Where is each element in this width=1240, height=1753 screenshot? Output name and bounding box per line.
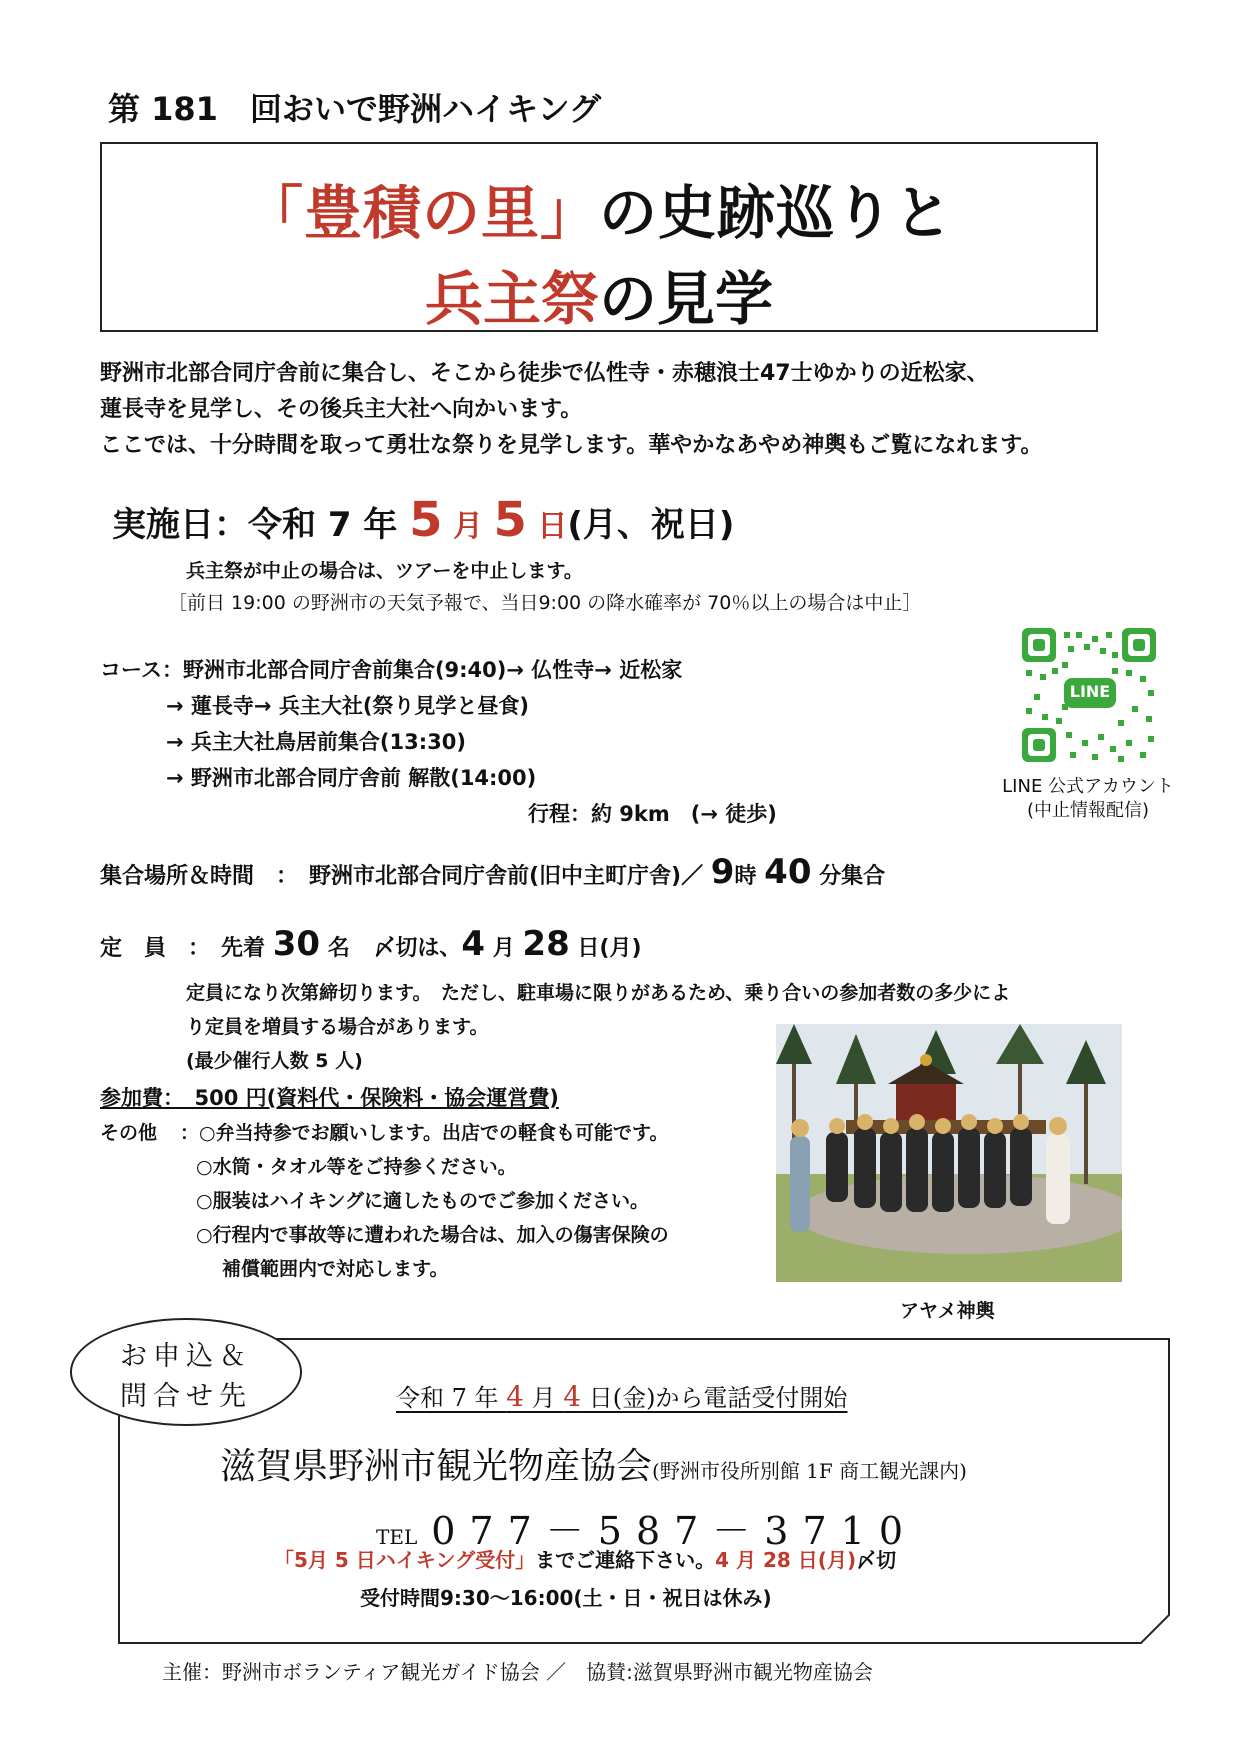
course-distance: 行程：約 9km (→ 徒歩) xyxy=(528,802,777,826)
deadline-date: 4 月 28 日(月) xyxy=(715,1548,857,1572)
open-prefix: 令和 7 年 xyxy=(396,1384,507,1412)
line-qr-code[interactable] xyxy=(1022,628,1156,762)
main-title-line2 xyxy=(102,252,1096,336)
meeting-label: 集合場所＆時間 ： 野洲市北部合同庁舎前(旧中主町庁舎)／ xyxy=(100,864,704,889)
capacity-day-unit: 日(月) xyxy=(577,936,642,961)
event-date xyxy=(112,492,734,548)
badge-line-2: 問合せ先 xyxy=(120,1381,252,1412)
capacity-note-1: 定員になり次第締切ります。 ただし、駐車場に限りがあるため、乗り合いの参加者数の多少によ xyxy=(186,982,1011,1004)
capacity-month-unit: 月 xyxy=(492,936,515,961)
deadline-text: までご連絡下さい。 xyxy=(535,1548,716,1572)
capacity-note-2: り定員を増員する場合があります。 xyxy=(186,1016,489,1038)
date-month: 5 xyxy=(409,492,443,548)
ayame-mikoshi-photo xyxy=(776,1024,1122,1282)
intro-line-3: ここでは、十分時間を取って勇壮な祭りを見学します。華やかなあやめ神輿もご覧になれます。 xyxy=(100,433,1043,458)
title-highlight-2: 兵主祭 xyxy=(424,265,599,333)
application-badge xyxy=(70,1318,302,1426)
open-month: 4 xyxy=(506,1380,524,1413)
page-curl-icon xyxy=(1140,1614,1170,1644)
tel-label: TEL xyxy=(376,1525,418,1549)
main-title-line1 xyxy=(102,166,1096,250)
qr-caption-line1: LINE 公式アカウント xyxy=(1002,776,1174,797)
intro-line-2: 蓮長寺を見学し、その後兵主大社へ向かいます。 xyxy=(100,397,583,422)
deadline-suffix: 〆切 xyxy=(856,1548,897,1572)
other-item-5: 補償範囲内で対応します。 xyxy=(222,1258,449,1280)
date-prefix: 実施日：令和 7 年 xyxy=(112,505,410,545)
capacity-count-unit: 名 xyxy=(327,936,350,961)
title-box xyxy=(100,142,1098,332)
org-location: (野洲市役所別館 1F 商工観光課内) xyxy=(652,1459,967,1483)
qr-caption-line2: (中止情報配信) xyxy=(1026,800,1150,821)
capacity-note-3: (最少催行人数 5 人) xyxy=(186,1050,363,1072)
series-title: 第 181 回おいで野洲ハイキング xyxy=(108,90,601,128)
course-line-3: → 兵主大社鳥居前集合(13:30) xyxy=(166,730,466,754)
title-highlight-1: 「豊積の里」 xyxy=(244,179,599,247)
open-day: 4 xyxy=(563,1380,582,1413)
qr-line-label: LINE xyxy=(1069,682,1111,701)
fee-value: ： 500 円(資料代・保険料・協会運営費) xyxy=(163,1086,559,1110)
capacity-label: 定 員 ： 先着 xyxy=(100,936,266,961)
date-day-unit: 日 xyxy=(526,509,568,544)
other-item-4: ○行程内で事故等に遭われた場合は、加入の傷害保険の xyxy=(196,1224,669,1246)
meeting-place-time xyxy=(100,852,885,892)
phone-open-date xyxy=(396,1378,847,1413)
date-month-unit: 月 xyxy=(442,509,494,544)
contact-deadline xyxy=(274,1544,896,1573)
meeting-hour-unit: 時 xyxy=(734,864,757,889)
org-name: 滋賀県野洲市観光物産協会 xyxy=(220,1446,653,1487)
title-text-2: の見学 xyxy=(599,265,774,333)
capacity xyxy=(100,924,642,964)
photo-caption: アヤメ神輿 xyxy=(900,1300,995,1322)
date-day: 5 xyxy=(493,492,527,548)
weather-note: ［前日 19:00 の野洲市の天気予報で、当日9:00 の降水確率が 70％以上の場合は中止］ xyxy=(168,592,922,614)
open-suffix: 日(金)から電話受付開始 xyxy=(581,1384,848,1412)
badge-line-1: お申込＆ xyxy=(120,1341,252,1372)
cancel-note: 兵主祭が中止の場合は、ツアーを中止します。 xyxy=(186,560,583,582)
other-item-3: ○服装はハイキングに適したものでご参加ください。 xyxy=(196,1190,650,1212)
capacity-deadline-label: 〆切は、 xyxy=(373,936,462,961)
festival-photo-illustration xyxy=(776,1024,1122,1282)
footer-sponsors: 主催：野洲市ボランティア観光ガイド協会 ／ 協賛:滋賀県野洲市観光物産協会 xyxy=(162,1660,873,1684)
capacity-day: 28 xyxy=(522,924,570,964)
date-suffix: (月、祝日) xyxy=(567,505,735,545)
meeting-minute: 40 xyxy=(764,852,812,892)
course-line-2: → 蓮長寺→ 兵主大社(祭り見学と昼食) xyxy=(166,694,530,718)
organizer-name xyxy=(220,1438,967,1489)
qr-caption xyxy=(968,775,1208,823)
fee-label: 参加費 xyxy=(100,1086,163,1110)
capacity-count: 30 xyxy=(272,924,321,964)
other-label: その他 xyxy=(100,1122,158,1144)
meeting-minute-unit: 分集合 xyxy=(819,864,886,889)
meeting-hour: 9 xyxy=(710,852,735,892)
deadline-subject: 「5月 5 日ハイキング受付」 xyxy=(274,1548,536,1572)
reception-hours: 受付時間9:30～16:00(土・日・祝日は休み) xyxy=(360,1586,772,1610)
tel-number[interactable]: 077－587－3710 xyxy=(431,1509,918,1553)
other-item-1: ：○弁当持参でお願いします。出店での軽食も可能です。 xyxy=(180,1122,669,1144)
capacity-month: 4 xyxy=(461,924,486,964)
fee xyxy=(100,1082,559,1112)
course-line-1: コース：野洲市北部合同庁舎前集合(9:40)→ 仏性寺→ 近松家 xyxy=(100,658,683,682)
other-item-2: ○水筒・タオル等をご持参ください。 xyxy=(196,1156,517,1178)
course-line-4: → 野洲市北部合同庁舎前 解散(14:00) xyxy=(166,766,537,790)
open-month-unit: 月 xyxy=(523,1384,564,1412)
title-text-1: の史跡巡りと xyxy=(599,179,954,247)
intro-line-1: 野洲市北部合同庁舎前に集合し、そこから徒歩で仏性寺・赤穂浪士47士ゆかりの近松家、 xyxy=(100,361,989,386)
